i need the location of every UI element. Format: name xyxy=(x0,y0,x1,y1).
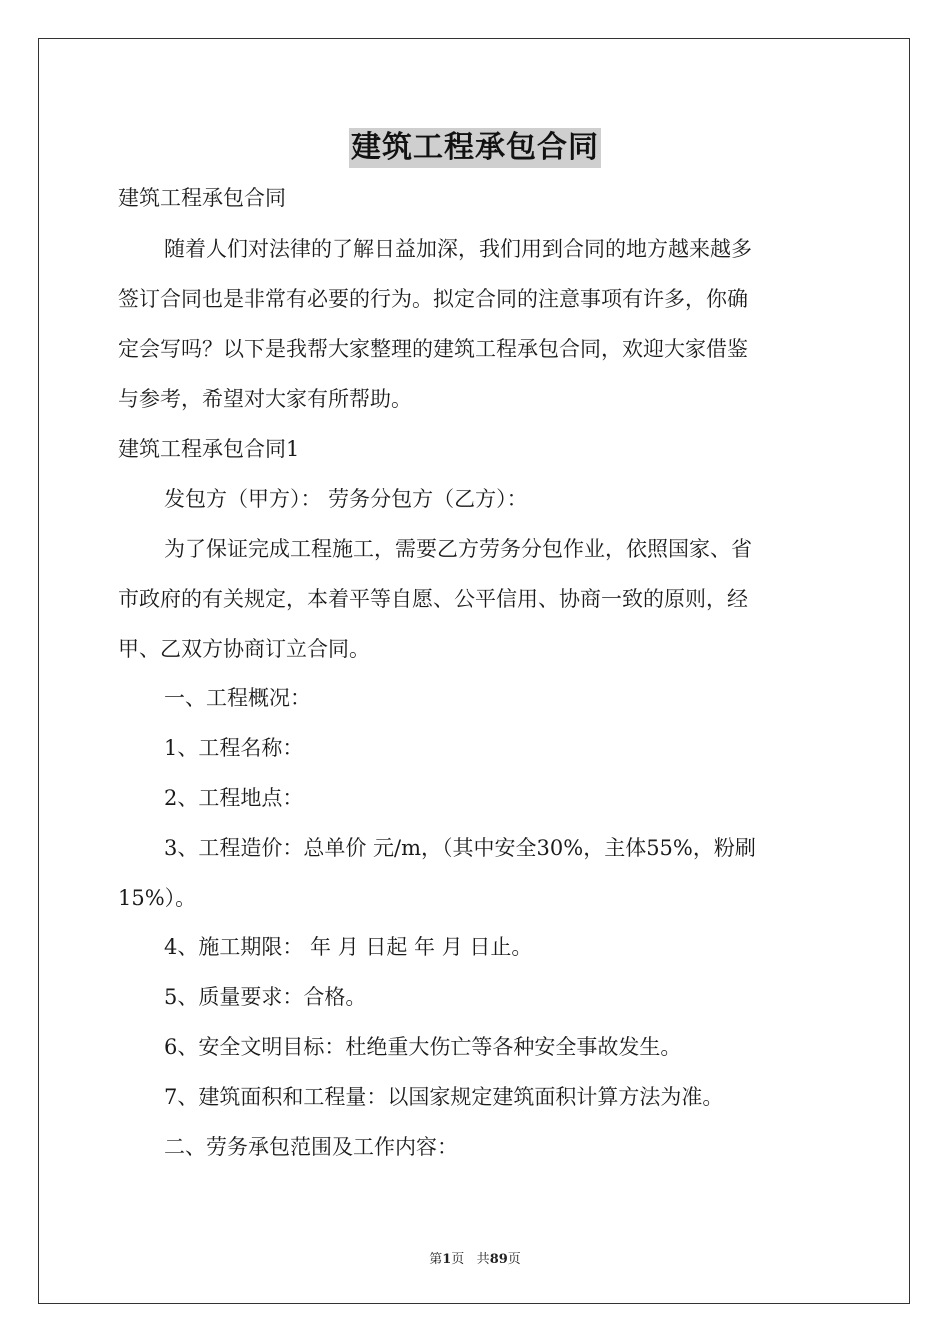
page-footer xyxy=(0,1248,950,1267)
page-prefix: 第 xyxy=(429,1252,443,1267)
clause-item: 7、建筑面积和工程量：以国家规定建筑面积计算方法为准。 xyxy=(164,1085,724,1109)
total-suffix: 页 xyxy=(507,1252,521,1267)
clause-item: 1、工程名称： xyxy=(164,736,304,760)
clause-item: 6、安全文明目标：杜绝重大伤亡等各种安全事故发生。 xyxy=(164,1035,682,1059)
clause-item: 5、质量要求：合格。 xyxy=(164,985,367,1009)
document-title: 建筑工程承包合同 xyxy=(349,128,601,168)
paragraph-line: 定会写吗？以下是我帮大家整理的建筑工程承包合同，欢迎大家借鉴 xyxy=(118,337,748,361)
paragraph-line: 市政府的有关规定，本着平等自愿、公平信用、协商一致的原则，经 xyxy=(118,587,748,611)
paragraph-line: 与参考，希望对大家有所帮助。 xyxy=(118,387,412,411)
parties-line: 发包方（甲方）： 劳务分包方（乙方）： xyxy=(164,487,528,511)
total-pages: 89 xyxy=(489,1252,508,1267)
paragraph-line: 为了保证完成工程施工，需要乙方劳务分包作业，依照国家、省 xyxy=(164,537,752,561)
paragraph-line: 随着人们对法律的了解日益加深，我们用到合同的地方越来越多 xyxy=(164,237,752,261)
paragraph-line: 甲、乙双方协商订立合同。 xyxy=(118,637,370,661)
subtitle-line: 建筑工程承包合同 xyxy=(118,186,286,210)
page-suffix: 页 xyxy=(451,1252,465,1267)
title-container xyxy=(0,128,950,168)
clause-heading: 一、工程概况： xyxy=(164,686,311,710)
clause-item: 4、施工期限： 年 月 日起 年 月 日止。 xyxy=(164,935,533,959)
total-prefix: 共 xyxy=(476,1252,490,1267)
page-number: 1 xyxy=(442,1252,452,1267)
clause-item: 2、工程地点： xyxy=(164,786,304,810)
clause-item: 3、工程造价：总单价 元/m，（其中安全30%，主体55%，粉刷 xyxy=(164,836,756,860)
clause-item-continued: 15%）。 xyxy=(118,886,197,910)
paragraph-line: 签订合同也是非常有必要的行为。拟定合同的注意事项有许多，你确 xyxy=(118,287,748,311)
section-heading: 建筑工程承包合同1 xyxy=(118,437,300,461)
page-border xyxy=(38,38,910,1304)
clause-heading: 二、劳务承包范围及工作内容： xyxy=(164,1135,458,1159)
